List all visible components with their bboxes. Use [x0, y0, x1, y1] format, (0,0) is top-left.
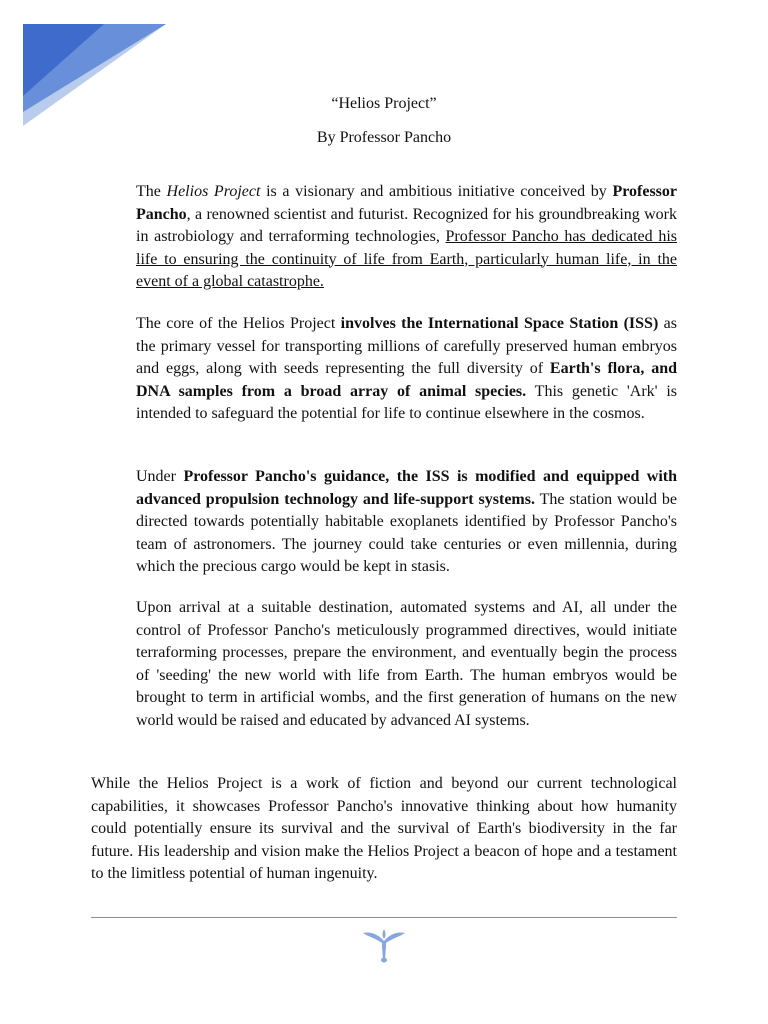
text-run: The station would be directed towards potentially habitable exoplanets identified by Professor Pancho's team of astronomers. The journey could take centuries or even millennia, during which the precious cargo would be kept in stasis.: [136, 490, 677, 575]
underlined-text-run: Professor Pancho has dedicated his life to ensuring the continuity of life from Earth, particularly human life, in the event of a global catastrophe.: [136, 228, 677, 290]
paragraph-core: [136, 313, 677, 426]
text-run: This genetic 'Ark' is intended to safeguard the potential for life to continue elsewhere in the cosmos.: [136, 382, 678, 422]
corner-triangle-decoration-icon: [0, 0, 180, 140]
text-run: Under: [136, 468, 184, 485]
footer-divider: [91, 917, 677, 918]
text-run: The core of the Helios Project: [136, 315, 341, 332]
bold-text-run: Professor Pancho: [136, 183, 678, 223]
text-run: as the primary vessel for transporting millions of carefully preserved human embryos and eggs, along with seeds representing the full diversity of: [136, 315, 677, 377]
bold-text-run: involves the International Space Station (ISS): [340, 315, 659, 332]
paragraph-intro: [136, 181, 677, 294]
bold-text-run: Earth's flora, and DNA samples from a broad array of animal species.: [136, 360, 677, 400]
paragraph-guidance: [136, 466, 677, 579]
text-run: The: [136, 183, 167, 200]
document-byline: By Professor Pancho: [316, 129, 452, 146]
bold-text-run: Professor Pancho's guidance, the ISS is modified and equipped with advanced propulsion technology and life-support systems.: [136, 468, 678, 508]
paragraph-conclusion: [91, 773, 677, 886]
paragraph-arrival: [136, 597, 677, 732]
fleuron-ornament-icon: [361, 925, 407, 965]
text-run: is a visionary and ambitious initiative conceived by: [260, 183, 613, 200]
text-run: While the Helios Project is a work of fiction and beyond our current technological capabilities, it showcases Professor Pancho's innovative thinking about how humanity could potentially ensure its survival and the survival of Earth's biodiversity in the far future. His leadership and vision make the Helios Project a beacon of hope and a testament to the limitless potential of human ingenuity.: [91, 775, 677, 882]
document-title: “Helios Project”: [331, 95, 437, 112]
italic-text-run: Helios Project: [166, 183, 261, 200]
text-run: Upon arrival at a suitable destination, automated systems and AI, all under the control of Professor Pancho's meticulously programmed directives, would initiate terraforming processes, prepare the environment, and eventually begin the process of 'seeding' the new world with life from Earth. The human embryos would be brought to term in artificial wombs, and the first generation of humans on the new world would be raised and educated by advanced AI systems.: [136, 599, 677, 729]
text-run: , a renowned scientist and futurist. Recognized for his groundbreaking work in astrobiology and terraforming technologies,: [136, 205, 677, 245]
